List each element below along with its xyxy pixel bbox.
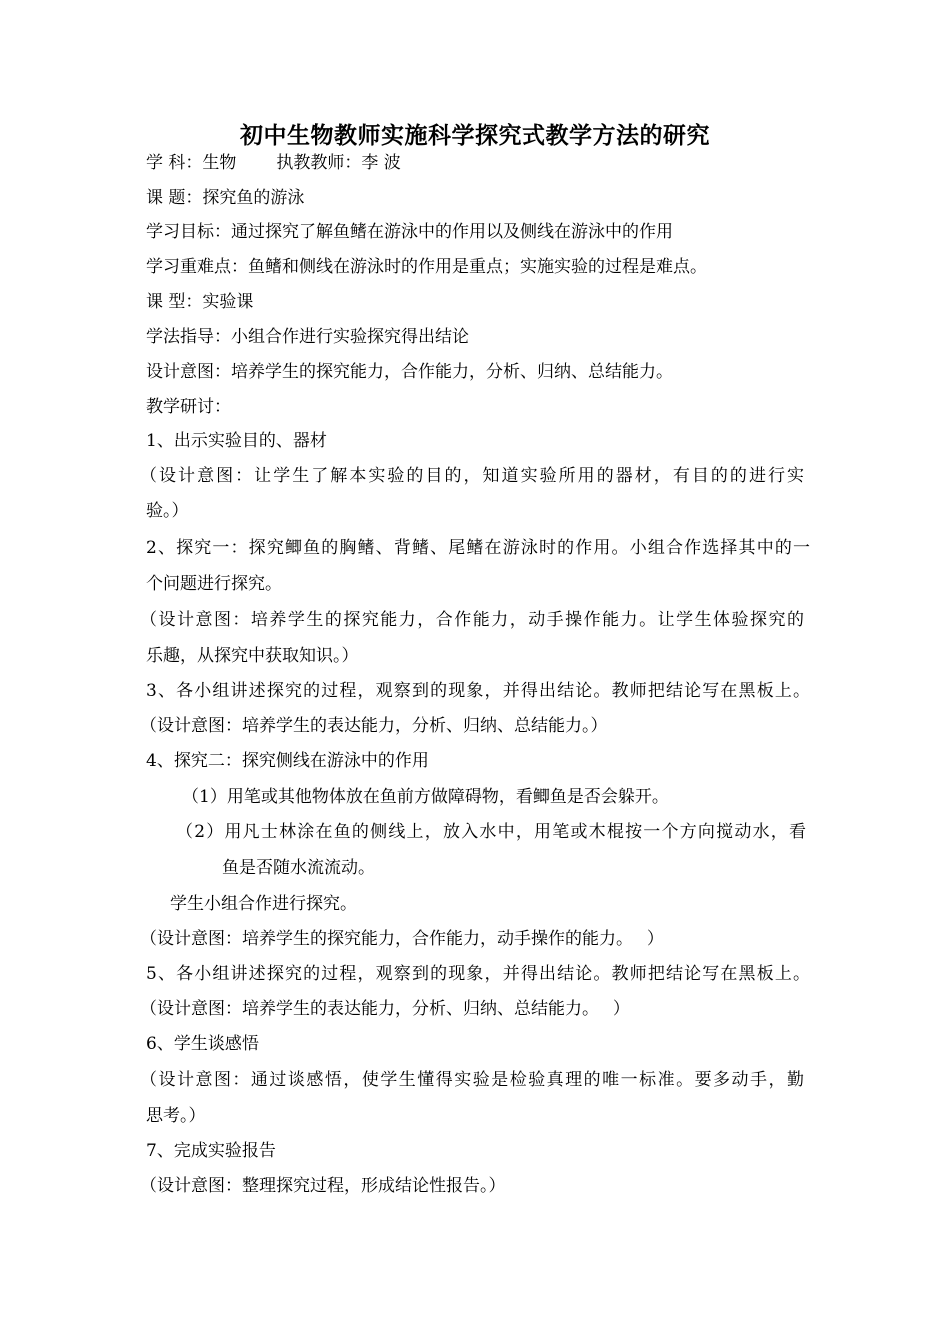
teaching-discussion-heading: 教学研讨： [146,397,231,417]
step-2-note: （设计意图：培养学生的探究能力，合作能力，动手操作能力。让学生体验探究的 [140,610,804,630]
subject-text: 学 科：生物 [146,153,237,173]
step-4-item-2: （2）用凡士林涂在鱼的侧线上，放入水中，用笔或木棍按一个方向搅动水，看 [176,822,806,842]
step-5: 5、各小组讲述探究的过程，观察到的现象，并得出结论。教师把结论写在黑板上。 [146,964,810,984]
lesson-type: 课 型：实验课 [146,292,254,312]
step-2-note-cont: 乐趣，从探究中获取知识。） [146,646,359,666]
step-4: 4、探究二：探究侧线在游泳中的作用 [146,751,429,771]
step-6-note-cont: 思考。） [146,1106,206,1126]
step-5-note: （设计意图：培养学生的表达能力，分析、归纳、总结能力。 ） [140,999,630,1019]
step-4-item-1: （1）用笔或其他物体放在鱼前方做障碍物，看鲫鱼是否会躲开。 [182,787,669,807]
step-6-note: （设计意图：通过谈感悟，使学生懂得实验是检验真理的唯一标准。要多动手，勤 [140,1070,804,1090]
step-2: 2、探究一：探究鲫鱼的胸鳍、背鳍、尾鳍在游泳时的作用。小组合作选择其中的一 [146,538,810,558]
step-3: 3、各小组讲述探究的过程，观察到的现象，并得出结论。教师把结论写在黑板上。 [146,681,810,701]
study-guidance: 学法指导：小组合作进行实验探究得出结论 [146,327,469,347]
group-inquiry: 学生小组合作进行探究。 [170,894,357,914]
step-4-note: （设计意图：培养学生的探究能力，合作能力，动手操作的能力。 ） [140,929,664,949]
step-1-note-cont: 验。） [146,501,189,521]
step-3-note: （设计意图：培养学生的表达能力，分析、归纳、总结能力。） [140,716,608,736]
document-title: 初中生物教师实施科学探究式教学方法的研究 [240,122,710,149]
learning-objective: 学习目标：通过探究了解鱼鳍在游泳中的作用以及侧线在游泳中的作用 [146,222,673,242]
step-2-cont: 个问题进行探究。 [146,574,282,594]
lesson-topic: 课 题：探究鱼的游泳 [146,188,305,208]
step-1: 1、出示实验目的、器材 [146,431,327,451]
subject-line [146,146,401,180]
step-6: 6、学生谈感悟 [146,1034,259,1054]
teacher-text: 执教教师：李 波 [276,153,401,173]
step-7: 7、完成实验报告 [146,1141,276,1161]
key-difficulties: 学习重难点：鱼鳍和侧线在游泳时的作用是重点；实施实验的过程是难点。 [146,257,707,277]
step-1-note: （设计意图：让学生了解本实验的目的，知道实验所用的器材，有目的的进行实 [140,466,804,486]
step-7-note: （设计意图：整理探究过程，形成结论性报告。） [140,1176,506,1196]
design-intent: 设计意图：培养学生的探究能力，合作能力，分析、归纳、总结能力。 [146,362,673,382]
step-4-item-2-cont: 鱼是否随水流流动。 [222,858,375,878]
